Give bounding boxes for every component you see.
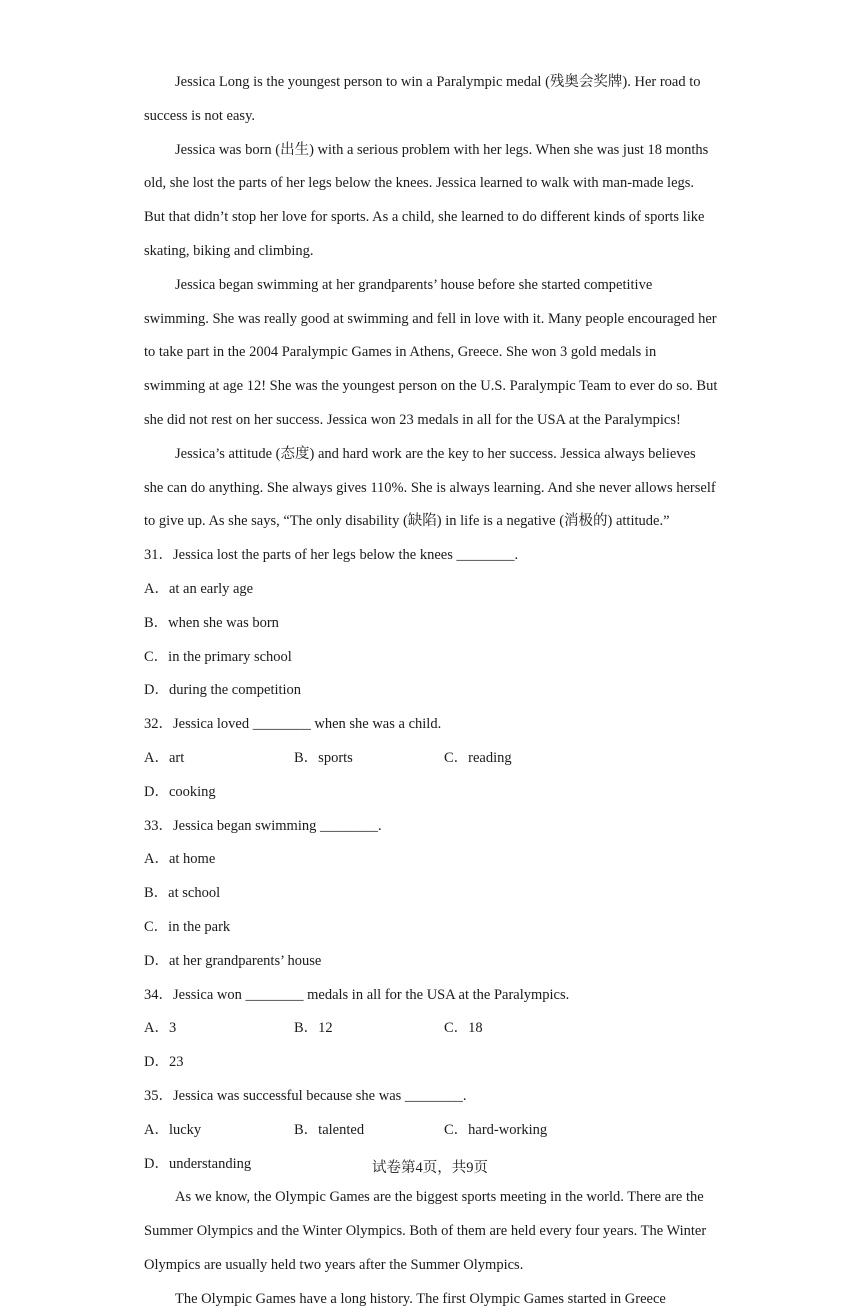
option-a: A．lucky [144,1121,202,1138]
option-a: A．at home [144,851,216,868]
option-c: C．reading [444,749,512,766]
passage-paragraph: Jessica Long is the youngest person to win a Paralympic medal (残奥会奖牌). Her road to success is not easy. [144,74,701,124]
option-d: D．23 [144,1054,184,1071]
question-stem: 31．Jessica lost the parts of her legs below the knees ________. [144,547,519,564]
option-a: A．3 [144,1020,177,1037]
passage-paragraph: Jessica’s attitude (态度) and hard work are the key to her success. Jessica always believes she can do anything. She always gives 110%. She is always learning. And she never allows herself to give up. As she says, “The only disability (缺陷) in life is a negative (消极的) attitude.” [144,445,716,530]
option-a: A．at an early age [144,580,254,597]
answer-options [144,1012,718,1080]
question-31 [144,539,718,708]
option-b: B．sports [294,749,353,766]
question-stem: 35．Jessica was successful because she was ________. [144,1087,467,1104]
question-32 [144,708,718,809]
option-d: D．during the competition [144,682,302,699]
option-b: B．when she was born [144,614,279,631]
passage-paragraph: As we know, the Olympic Games are the biggest sports meeting in the world. There are the Summer Olympics and the Winter Olympics. Both of them are held every four years. The Winter Olympics are usually held two years after the Summer Olympics. [144,1189,707,1273]
answer-options [144,742,718,810]
option-c: C．hard-working [444,1121,548,1138]
option-c: C．18 [444,1020,483,1037]
option-b: B．at school [144,885,221,902]
question-stem: 34．Jessica won ________ medals in all for the USA at the Paralympics. [144,986,570,1003]
option-b: B．12 [294,1020,333,1037]
question-stem: 33．Jessica began swimming ________. [144,817,382,834]
passage-paragraph: The Olympic Games have a long history. The first Olympic Games started in Greece [175,1290,666,1307]
option-d: D．understanding [144,1155,252,1172]
option-d: D．cooking [144,783,216,800]
option-c: C．in the park [144,918,231,935]
page-footer: 试卷第4页，共9页 [372,1160,488,1176]
answer-options [144,843,718,978]
passage-paragraph: Jessica was born (出生) with a serious problem with her legs. When she was just 18 months old, she lost the parts of her legs below the knees. Jessica learned to walk with man-made legs. But that didn’t stop her love for sports. As a child, she learned to do different kinds of sports like skating, biking and climbing. [144,141,709,259]
question-stem: 32．Jessica loved ________ when she was a child. [144,716,442,733]
option-a: A．art [144,749,185,766]
answer-options [144,573,718,708]
option-c: C．in the primary school [144,648,292,665]
passage-paragraph: Jessica began swimming at her grandparents’ house before she started competitive swimming. She was really good at swimming and fell in love with it. Many people encouraged her to take part in the 2004 Paralympic Games in Athens, Greece. She won 3 gold medals in swimming at age 12! She was the youngest person on the U.S. Paralympic Team to ever do so. But she did not rest on her success. Jessica won 23 medals in all for the USA at the Paralympics! [144,276,718,428]
question-33 [144,810,718,979]
option-b: B．talented [294,1121,365,1138]
page-content [144,66,718,1316]
option-d: D．at her grandparents’ house [144,952,322,969]
question-34 [144,979,718,1080]
